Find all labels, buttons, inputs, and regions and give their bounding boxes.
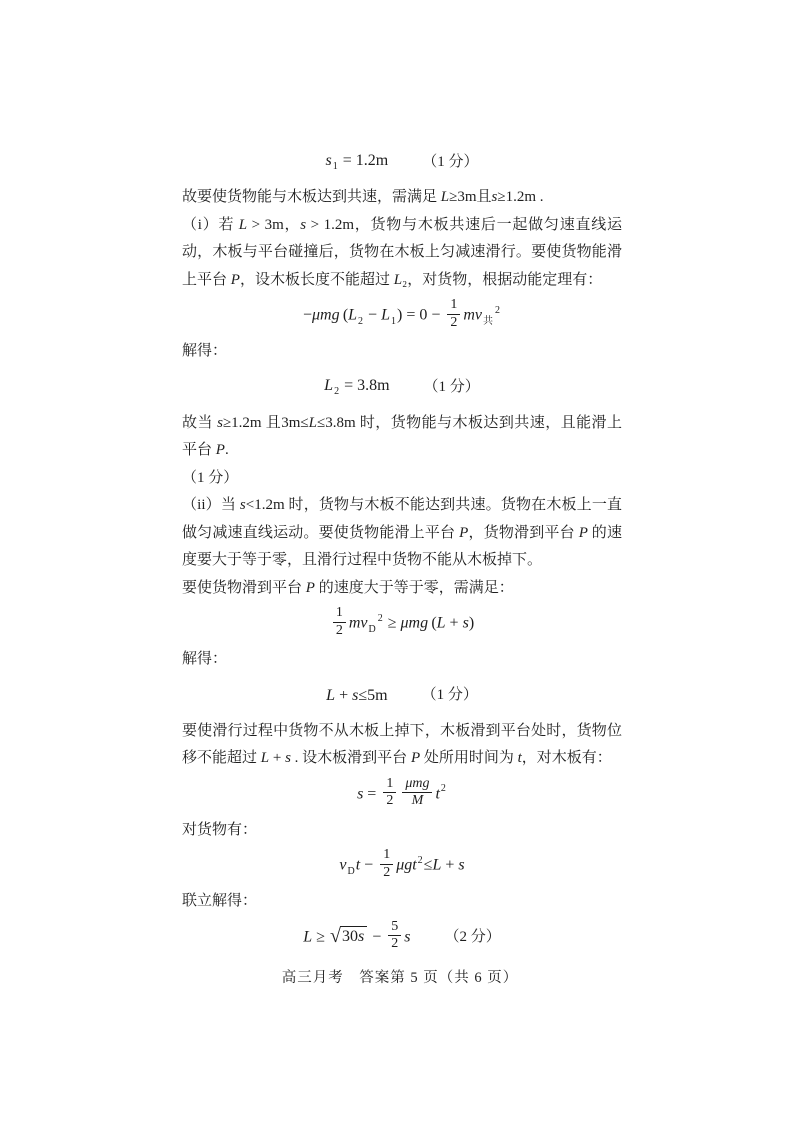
paragraph: 故要使货物能与木板达到共速，需满足 L≥3m且s≥1.2m . (182, 189, 544, 205)
paragraph: 要使货物滑到平台 P 的速度大于等于零，需满足： (182, 579, 514, 596)
formula-expression: $v_Dt$ − $\frac{1}{2}$ μgt$^2$≤L + s (339, 847, 465, 880)
formula-line (182, 607, 622, 641)
formula-expression: −μmg $(L_2 - L_1) = 0$ − $\frac{1}{2}$ $mv_共^2$ (302, 297, 501, 330)
score-label: （1 分） (421, 687, 478, 704)
fraction: $\frac{\text{μmg}}{M}$ (402, 776, 432, 809)
formula-expression: $\frac{1}{2}$ $mv_D^2 \ge \mu mg$ (L + s) (330, 607, 474, 640)
formula-line (182, 849, 622, 883)
answer-content (182, 140, 622, 960)
paragraph: （ii）当 s<1.2m 时，货物与木板不能达到共速。货物在木板上一直做匀减速直线运动。要使货物能滑上平台 P，货物滑到平台 P 的速度要大于等于零，且滑行过程中货物不能从木板掉下。 (182, 497, 622, 568)
fraction: $\frac{1}{2}$ (380, 847, 393, 880)
formula-expression: $s_1 = 1.2m$ (325, 151, 389, 172)
formula-line (182, 918, 622, 955)
formula-expression: $L_2 = 3.8m$ (324, 377, 390, 398)
score-label: （2 分） (444, 929, 501, 946)
formula-expression: L ≥ √ 30s − $\frac{5}{2}$ s (303, 918, 411, 951)
fraction: $\frac{1}{2}$ (333, 605, 346, 638)
fraction: $\frac{1}{2}$ (383, 776, 396, 809)
formula-expression: L + s≤5m (326, 686, 388, 704)
paragraph: 对货物有： (182, 821, 258, 838)
fraction: $\frac{5}{2}$ (388, 919, 401, 952)
paragraph: 故当 s≥1.2m 且3m≤L≤3.8m 时，货物能与木板达到共速，且能滑上平台 P. (182, 414, 622, 458)
score-label: （1 分） (423, 379, 480, 396)
radical-sign: √ (329, 924, 341, 947)
paragraph: （i）若 L > 3m，s > 1.2m，货物与木板共速后一起做匀速直线运动，木板与平台碰撞后，货物在木板上匀减速滑行。要使货物能滑上平台 P，设木板长度不能超过 L₂，对货物，根据动能定理有： (182, 216, 622, 288)
score-label: （1 分） (422, 153, 479, 170)
formula-line (182, 145, 622, 179)
page-footer: 高三月考 答案第 5 页（共 6 页） (281, 970, 519, 986)
formula-line (182, 371, 622, 405)
formula-line (182, 679, 622, 713)
formula-line (182, 299, 622, 333)
square-root: √ 30s (330, 926, 367, 948)
paragraph: （1 分） (182, 469, 239, 486)
formula-expression: s = $\frac{1}{2}$ $\frac{\text{μmg}}{M}$ $t^2$ (357, 775, 446, 808)
paragraph: 解得： (182, 343, 228, 359)
paragraph: 要使滑行过程中货物不从木板上掉下，木板滑到平台处时，货物位移不能超过 L + s . 设木板滑到平台 P 处所用时间为 t，对木板有： (182, 722, 622, 766)
formula-line (182, 775, 622, 812)
paragraph: 解得： (182, 651, 228, 667)
fraction: $\frac{1}{2}$ (447, 297, 460, 330)
paragraph: 联立解得： (182, 893, 258, 909)
